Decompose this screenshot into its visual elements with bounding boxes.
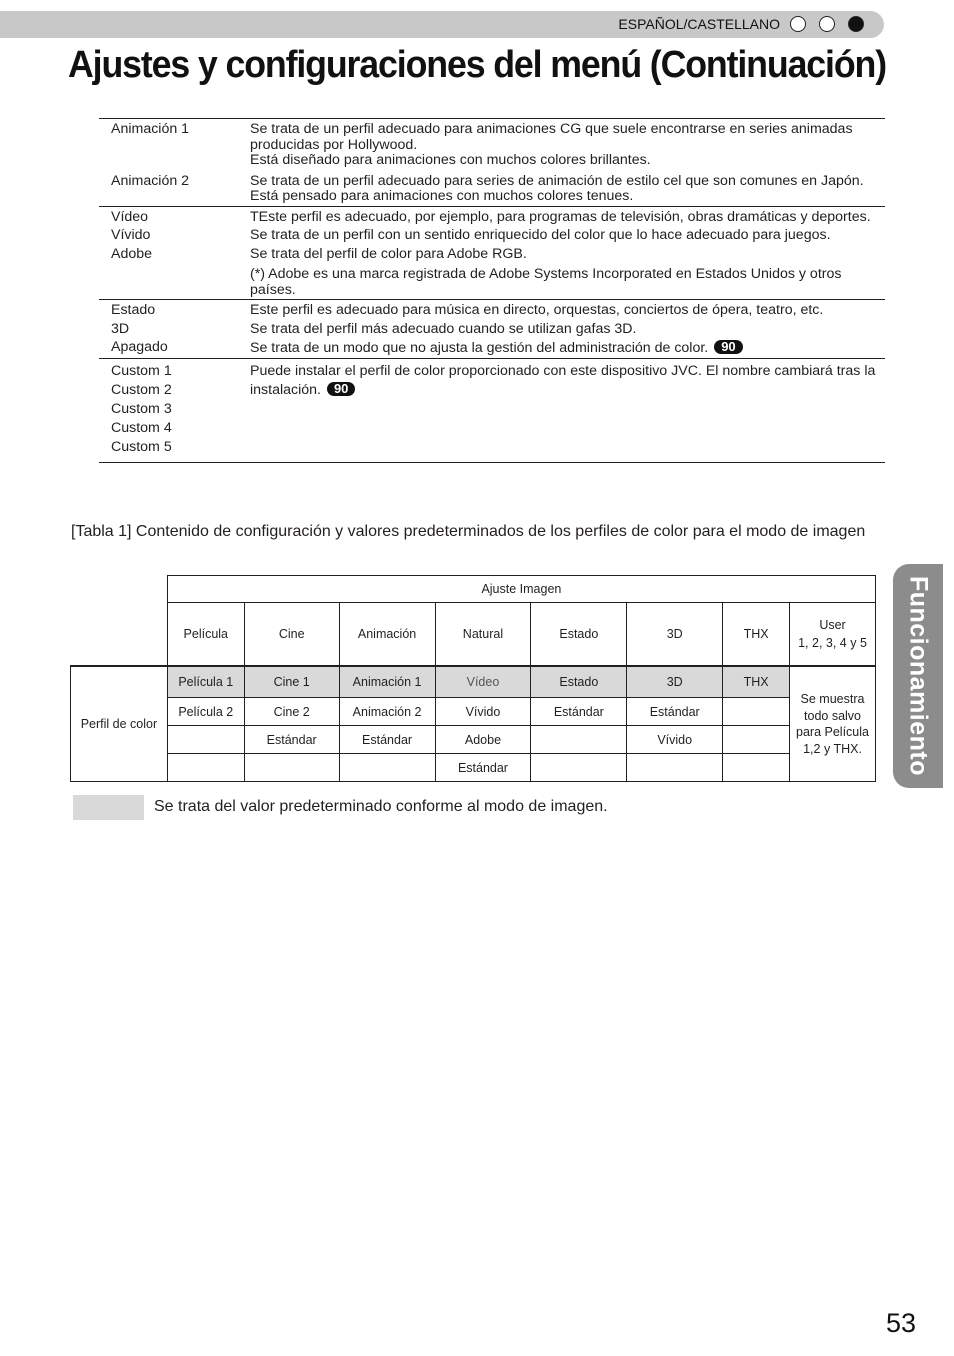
desc-row [99,245,885,264]
desc-row [99,263,885,300]
table-cell: Vívido [435,698,531,726]
page-ref-badge[interactable]: 90 [714,340,742,354]
group-header-row [71,576,876,603]
desc-text-content: Se trata de un modo que no ajusta la gestión del administración de color. [250,340,709,356]
table-row [71,726,876,754]
column-header: 3D [627,603,723,667]
section-side-tab [893,564,943,788]
desc-term [99,263,250,300]
desc-row [99,320,885,339]
group-header: Ajuste Imagen [167,576,875,603]
desc-term: Vídeo [99,206,250,226]
desc-row [99,358,885,462]
desc-text: Se trata de un perfil con un sentido enriquecido del color que lo hace adecuado para juegos. [250,227,831,243]
desc-row [99,170,885,207]
default-value-swatch [73,795,144,820]
side-tab-label: Funcionamiento [904,575,933,777]
column-header-row [71,603,876,667]
column-header: Cine [244,603,339,667]
table-cell: Estado [531,666,627,698]
table-cell [244,754,339,782]
table-cell: Estándar [435,754,531,782]
column-header: Natural [435,603,531,667]
table-row [71,754,876,782]
desc-text [250,358,885,462]
table-cell [723,754,790,782]
table-cell: Estándar [244,726,339,754]
table-cell [723,726,790,754]
table-cell: Película 2 [167,698,244,726]
column-header: THX [723,603,790,667]
legend-text: Se trata del valor predeterminado conforme al modo de imagen. [154,798,608,815]
desc-row [99,226,885,245]
table-cell: Cine 1 [244,666,339,698]
column-header: Estado [531,603,627,667]
desc-text: Se trata del perfil más adecuado cuando se utilizan gafas 3D. [250,320,637,337]
desc-term: Animación 1 [99,119,250,170]
language-bar [0,11,884,38]
page-ref-badge[interactable]: 90 [327,382,355,396]
color-profile-descriptions [99,118,885,463]
desc-term: 3D [111,320,130,337]
desc-term: Animación 2 [111,172,190,189]
desc-text: Se trata de un perfil adecuado para series de animación de estilo cel que son comunes en Japón. Está pensado para animaciones con muchos colores tenues. [250,172,864,204]
table-caption: [Tabla 1] Contenido de configuración y valores predeterminados de los perfiles de color para el modo de imagen [71,523,866,540]
desc-row [99,300,885,320]
table-cell [167,726,244,754]
desc-term: Vívido [111,227,151,243]
section-dot-3-active-icon [848,16,864,32]
column-header: Animación [339,603,435,667]
table-row [71,666,876,698]
table-cell: Cine 2 [244,698,339,726]
table-cell [167,754,244,782]
user-note: Se muestra todo salvo para Película 1,2 y THX. [790,666,876,782]
section-dot-2-icon [819,16,835,32]
desc-text: Este perfil es adecuado para música en directo, orquestas, conciertos de ópera, teatro, etc. [250,300,885,320]
column-header: User 1, 2, 3, 4 y 5 [790,603,876,667]
table-cell [531,726,627,754]
table-cell: Animación 1 [339,666,435,698]
table-cell: THX [723,666,790,698]
table-cell: Estándar [339,726,435,754]
desc-text: Se trata de un perfil adecuado para animaciones CG que suele encontrarse en series animadas producidas por Hollywood. Está diseñado para animaciones con muchos colores brillantes. [250,119,885,170]
section-dot-1-icon [790,16,806,32]
desc-text: Se trata del perfil de color para Adobe RGB. [250,245,527,262]
table-cell [723,698,790,726]
table-cell: Adobe [435,726,531,754]
desc-term: Custom 1 Custom 2 Custom 3 Custom 4 Custom 5 [99,358,250,462]
table-cell: Animación 2 [339,698,435,726]
table-cell: Estándar [531,698,627,726]
table-cell: Película 1 [167,666,244,698]
desc-row [99,338,885,358]
table-cell: Vídeo [435,666,531,698]
page-number: 53 [886,1308,917,1338]
table-cell [627,754,723,782]
table-cell: Vívido [627,726,723,754]
desc-term: Estado [99,300,250,320]
table-cell [531,754,627,782]
blank-cell [71,576,168,603]
table-cell: 3D [627,666,723,698]
desc-text: TEste perfil es adecuado, por ejemplo, para programas de televisión, obras dramáticas y deportes. [250,206,885,226]
desc-row [99,206,885,226]
table-cell: Estándar [627,698,723,726]
table-cell [339,754,435,782]
desc-footnote: (*) Adobe es una marca registrada de Adobe Systems Incorporated en Estados Unidos y otros países. [250,266,842,298]
table-row [71,698,876,726]
color-profile-config-table [70,575,876,782]
column-header: Película [167,603,244,667]
blank-cell [71,603,168,667]
desc-row [99,119,885,170]
desc-term: Apagado [111,339,168,355]
language-label: ESPAÑOL/CASTELLANO [618,16,780,32]
desc-text [250,338,885,358]
desc-text-content: Puede instalar el perfil de color proporcionado con este dispositivo JVC. El nombre cambiará tras la instalación. [250,362,876,398]
page-title: Ajustes y configuraciones del menú (Continuación) [68,44,886,86]
row-label: Perfil de color [71,666,168,782]
desc-term: Adobe [111,245,153,262]
